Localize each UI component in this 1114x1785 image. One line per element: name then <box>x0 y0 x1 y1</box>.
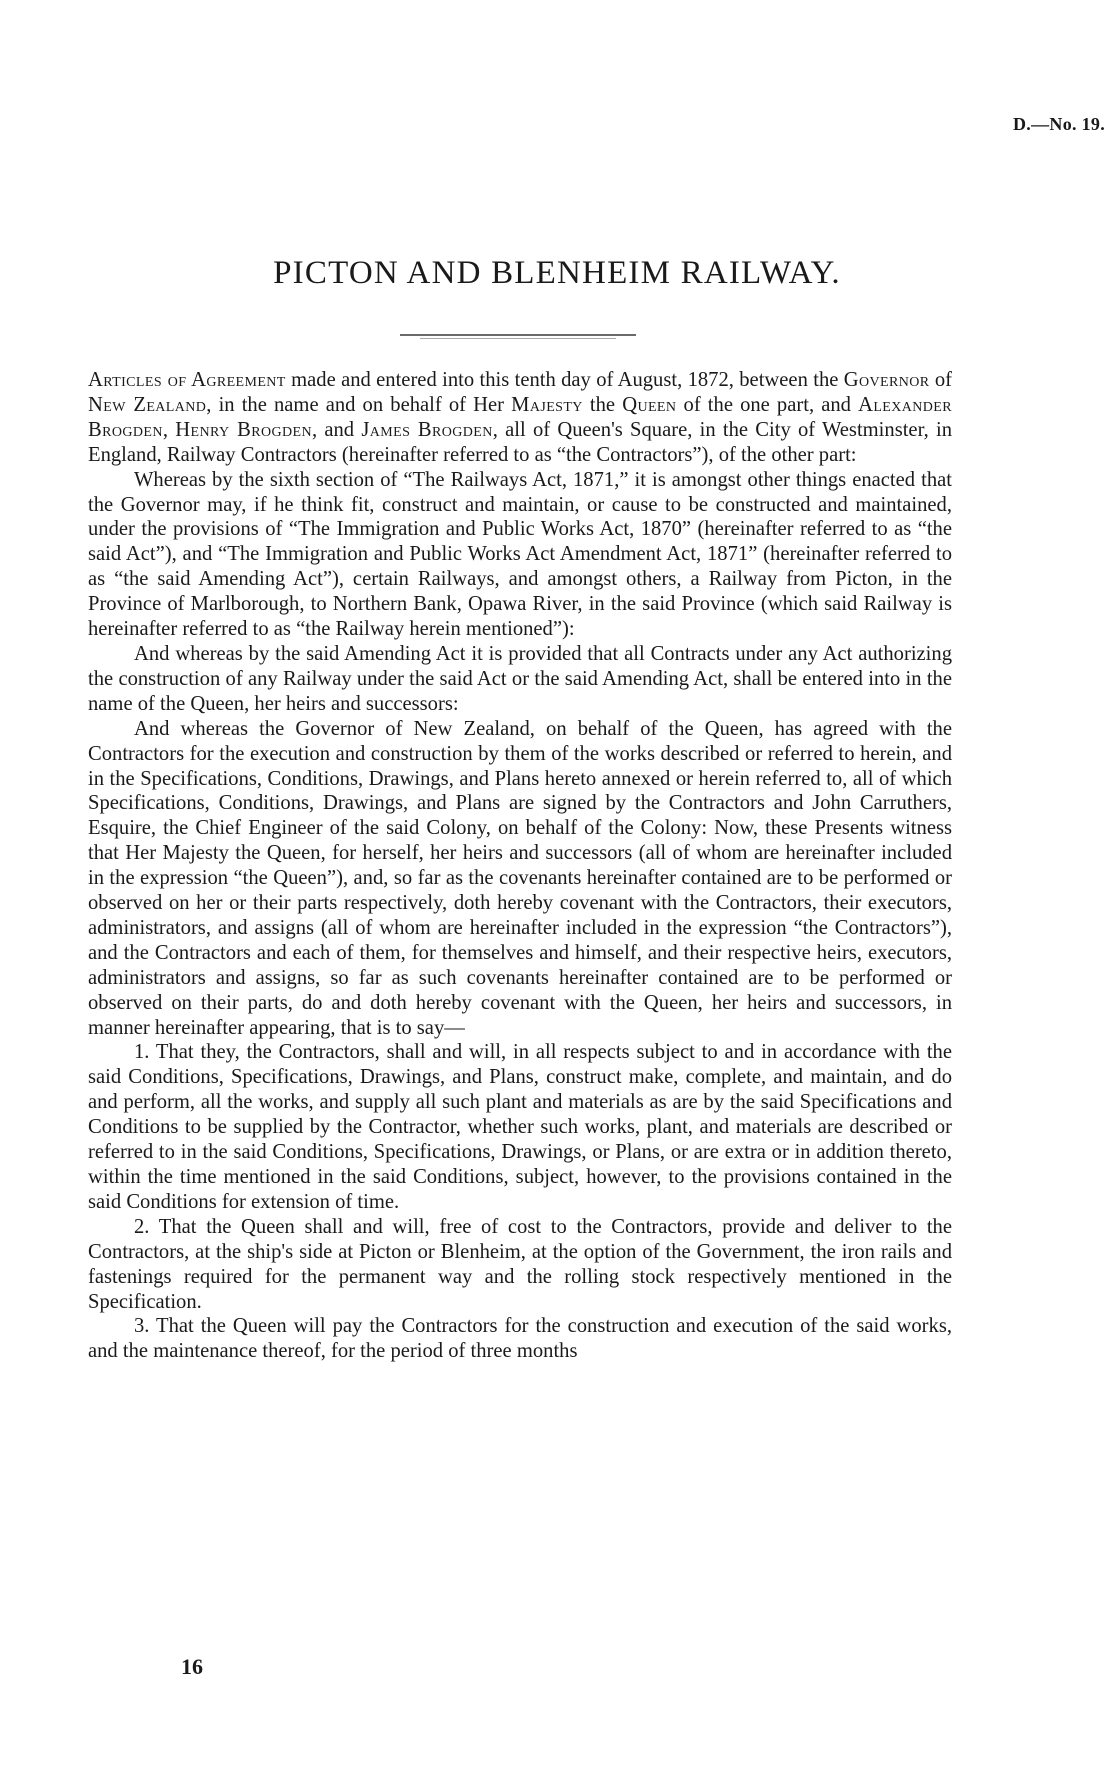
party-alexander-brogden: Alexander Brogden <box>88 393 952 441</box>
paragraph-articles-of-agreement <box>88 368 952 468</box>
text-run: of the one part, and <box>676 393 859 416</box>
place-new-zealand: New Zealand <box>88 393 207 416</box>
articles-heading: Articles of Agreement <box>88 369 286 391</box>
paragraph-whereas-amending-act: And whereas by the said Amending Act it is provided that all Contracts under any Act authorizing the construction of any Railway under the said Act or the said Amending Act, shall be entered into in the name of the Queen, her heirs and successors: <box>88 642 952 715</box>
text-run: of <box>929 369 952 391</box>
text-run: made and entered into this tenth day of August, 1872, between the <box>285 369 844 391</box>
text-run: , <box>162 418 176 441</box>
party-majesty: Majesty <box>511 393 583 416</box>
text-run: , all of Queen's Square, in the City of Westminster, in England, Railway Contractors (hereinafter referred to as “the Contractors”), of the other part: <box>88 418 953 466</box>
text-run: the <box>582 393 623 416</box>
text-run: , in the name and on behalf of Her <box>206 393 512 416</box>
paragraph-whereas-governor-agreed: And whereas the Governor of New Zealand, on behalf of the Queen, has agreed with the Contractors for the execution and construction by them of the works described or referred to herein, and in the Specifications, Conditions, Drawings, and Plans hereto annexed or herein referred to, all of which Specifications, Conditions, Drawings, and Plans are signed by the Contractors and John Carruthers, Esquire, the Chief Engineer of the said Colony, on behalf of the Colony: Now, these Presents witness that Her Majesty the Queen, for herself, her heirs and successors (all of whom are hereinafter included in the expression “the Queen”), and, so far as the covenants hereinafter contained are to be performed or observed on her or their parts respectively, doth hereby covenant with the Contractors, their executors, administrators, and assigns (all of whom are hereinafter included in the expression “the Contractors”), and the Contractors and each of them, for themselves and himself, and their respective heirs, executors, administrators and assigns, so far as such covenants hereinafter contained are to be performed or observed on their parts, do and doth hereby covenant with the Queen, her heirs and successors, in manner hereinafter appearing, that is to say— <box>88 717 952 1039</box>
document-title: PICTON AND BLENHEIM RAILWAY. <box>273 255 841 291</box>
clause-1: 1. That they, the Contractors, shall and will, in all respects subject to and in accordance with the said Conditions, Specifications, Drawings, and Plans, construct make, complete, and maintain, and do and perform, all the works, and supply all such plant and materials as are by the said Specifications and Conditions to be supplied by the Contractor, whether such works, plant, and materials are described or referred to in the said Conditions, Specifications, Drawings, or Plans, or are extra or in addition thereto, within the time mentioned in the said Conditions, subject, however, to the provisions contained in the said Conditions for extension of time. <box>88 1041 952 1213</box>
document-body <box>88 368 952 1364</box>
party-henry-brogden: Henry Brogden <box>175 418 312 441</box>
title-divider-secondary <box>420 338 616 339</box>
page-number: 16 <box>181 1654 203 1679</box>
text-run: , and <box>311 418 362 441</box>
page-reference: D.—No. 19. <box>1013 114 1105 134</box>
title-divider <box>400 334 636 336</box>
party-james-brogden: James Brogden <box>361 418 493 441</box>
clause-2: 2. That the Queen shall and will, free of cost to the Contractors, provide and deliver to the Contractors, at the ship's side at Picton or Blenheim, at the option of the Government, the iron rails and fastenings required for the permanent way and the rolling stock respectively mentioned in the Specification. <box>88 1215 952 1313</box>
party-governor: Governor <box>843 369 930 391</box>
clause-3: 3. That the Queen will pay the Contractors for the construction and execution of the said works, and the maintenance thereof, for the period of three months <box>88 1315 952 1363</box>
party-queen: Queen <box>622 393 677 416</box>
paragraph-whereas-railways-act: Whereas by the sixth section of “The Railways Act, 1871,” it is amongst other things enacted that the Governor may, if he think fit, construct and maintain, or cause to be constructed and maintained, under the provisions of “The Immigration and Public Works Act, 1870” (hereinafter referred to as “the said Act”), and “The Immigration and Public Works Act Amendment Act, 1871” (hereinafter referred to as “the said Amending Act”), certain Railways, and amongst others, a Railway from Picton, in the Province of Marlborough, to Northern Bank, Opawa River, in the said Province (which said Railway is hereinafter referred to as “the Railway herein mentioned”): <box>88 468 952 641</box>
